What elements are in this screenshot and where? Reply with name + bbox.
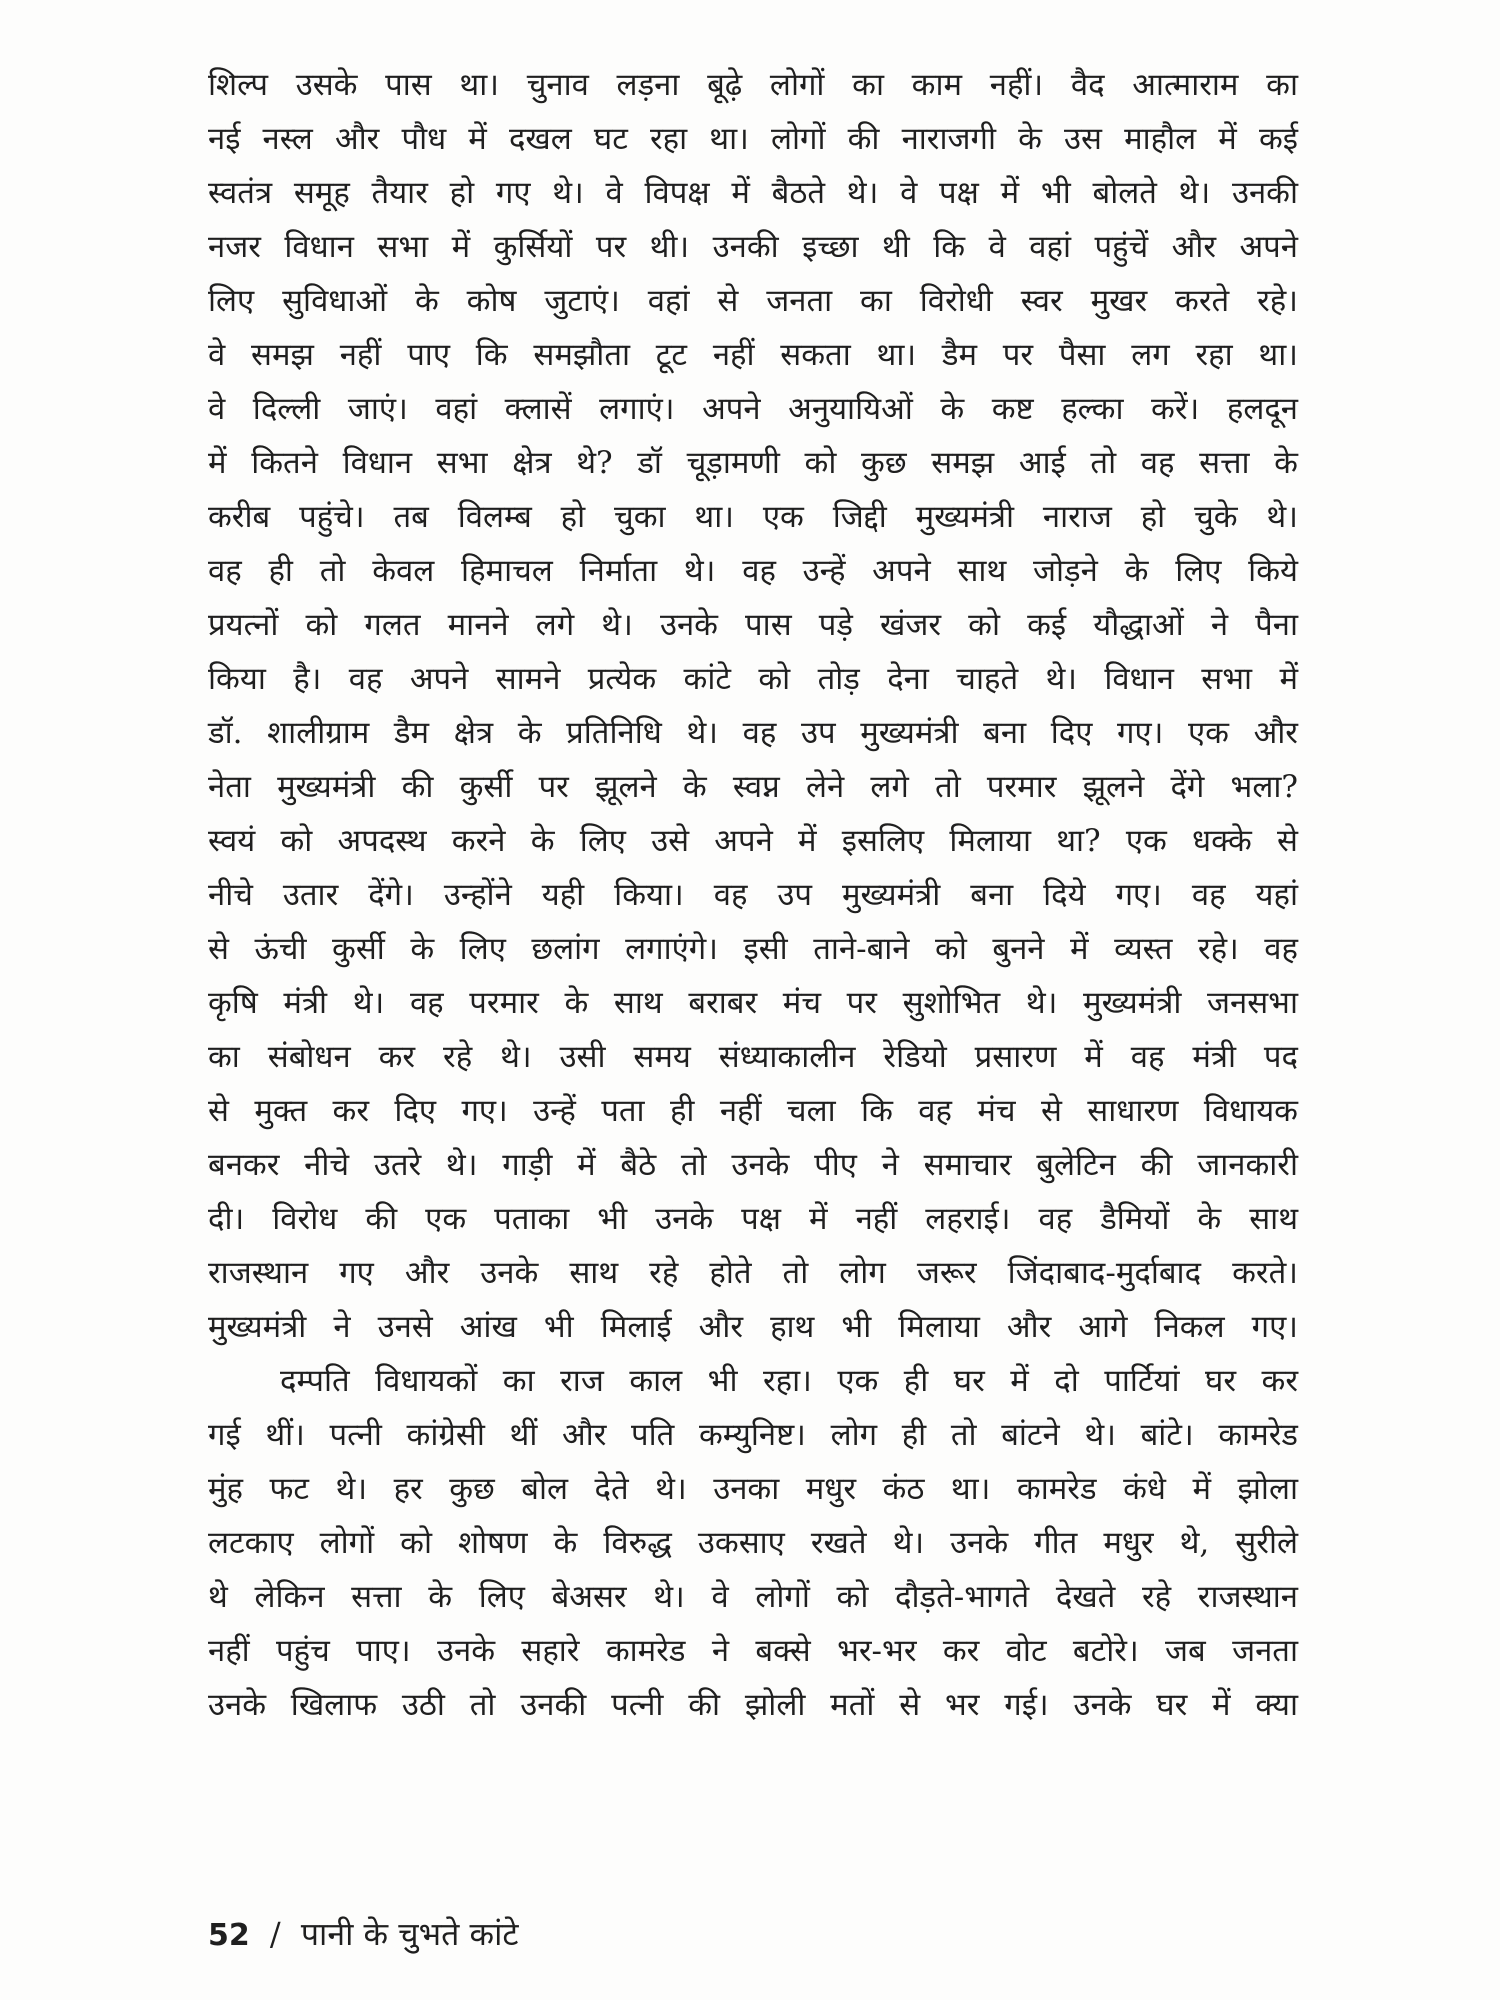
text-line: नेता मुख्यमंत्री की कुर्सी पर झूलने के स्वप्न लेने लगे तो परमार झूलने देंगे भला? bbox=[208, 769, 1298, 805]
text-line: नहीं पहुंच पाए। उनके सहारे कामरेड ने बक्से भर-भर कर वोट बटोरे। जब जनता bbox=[208, 1633, 1298, 1669]
text-line: नजर विधान सभा में कुर्सियों पर थी। उनकी इच्छा थी कि वे वहां पहुंचें और अपने bbox=[208, 229, 1298, 265]
text-line: स्वतंत्र समूह तैयार हो गए थे। वे विपक्ष में बैठते थे। वे पक्ष में भी बोलते थे। उनकी bbox=[208, 175, 1298, 211]
text-line: मुख्यमंत्री ने उनसे आंख भी मिलाई और हाथ भी मिलाया और आगे निकल गए। bbox=[208, 1309, 1298, 1345]
text-line: गई थीं। पत्नी कांग्रेसी थीं और पति कम्युनिष्ट। लोग ही तो बांटने थे। बांटे। कामरेड bbox=[208, 1417, 1298, 1453]
text-line: में कितने विधान सभा क्षेत्र थे? डॉ चूड़ामणी को कुछ समझ आई तो वह सत्ता के bbox=[208, 445, 1298, 481]
text-line: बनकर नीचे उतरे थे। गाड़ी में बैठे तो उनके पीए ने समाचार बुलेटिन की जानकारी bbox=[208, 1147, 1298, 1183]
footer-separator: / bbox=[269, 1915, 281, 1953]
text-line: मुंह फट थे। हर कुछ बोल देते थे। उनका मधुर कंठ था। कामरेड कंधे में झोला bbox=[208, 1471, 1298, 1507]
text-line: प्रयत्नों को गलत मानने लगे थे। उनके पास पड़े खंजर को कई यौद्धाओं ने पैना bbox=[208, 607, 1298, 643]
page-number: 52 bbox=[208, 1918, 250, 1953]
text-line: दी। विरोध की एक पताका भी उनके पक्ष में नहीं लहराई। वह डैमियों के साथ bbox=[208, 1201, 1298, 1237]
text-line: शिल्प उसके पास था। चुनाव लड़ना बूढ़े लोगों का काम नहीं। वैद आत्माराम का bbox=[208, 67, 1298, 103]
text-line: से ऊंची कुर्सी के लिए छलांग लगाएंगे। इसी ताने-बाने को बुनने में व्यस्त रहे। वह bbox=[208, 931, 1298, 967]
text-line: वह ही तो केवल हिमाचल निर्माता थे। वह उन्हें अपने साथ जोड़ने के लिए किये bbox=[208, 553, 1298, 589]
text-line: राजस्थान गए और उनके साथ रहे होते तो लोग जरूर जिंदाबाद-मुर्दाबाद करते। bbox=[208, 1255, 1298, 1291]
book-title: पानी के चुभते कांटे bbox=[300, 1915, 519, 1953]
text-line: किया है। वह अपने सामने प्रत्येक कांटे को तोड़ देना चाहते थे। विधान सभा में bbox=[208, 661, 1298, 697]
text-line: का संबोधन कर रहे थे। उसी समय संध्याकालीन रेडियो प्रसारण में वह मंत्री पद bbox=[208, 1039, 1298, 1075]
text-line: वे दिल्ली जाएं। वहां क्लासें लगाएं। अपने अनुयायिओं के कष्ट हल्का करें। हलदून bbox=[208, 391, 1298, 427]
paragraph-start-line: दम्पति विधायकों का राज काल भी रहा। एक ही घर में दो पार्टियां घर कर bbox=[280, 1363, 1298, 1399]
text-line: लटकाए लोगों को शोषण के विरुद्ध उकसाए रखते थे। उनके गीत मधुर थे, सुरीले bbox=[208, 1525, 1298, 1561]
body-text bbox=[208, 58, 1298, 1732]
text-line: नई नस्ल और पौध में दखल घट रहा था। लोगों की नाराजगी के उस माहौल में कई bbox=[208, 121, 1298, 157]
text-line: करीब पहुंचे। तब विलम्ब हो चुका था। एक जिद्दी मुख्यमंत्री नाराज हो चुके थे। bbox=[208, 499, 1298, 535]
text-line: स्वयं को अपदस्थ करने के लिए उसे अपने में इसलिए मिलाया था? एक धक्के से bbox=[208, 823, 1298, 859]
text-line: कृषि मंत्री थे। वह परमार के साथ बराबर मंच पर सुशोभित थे। मुख्यमंत्री जनसभा bbox=[208, 985, 1298, 1021]
text-line: से मुक्त कर दिए गए। उन्हें पता ही नहीं चला कि वह मंच से साधारण विधायक bbox=[208, 1093, 1298, 1129]
page-footer bbox=[208, 1912, 519, 1958]
text-line: वे समझ नहीं पाए कि समझौता टूट नहीं सकता था। डैम पर पैसा लग रहा था। bbox=[208, 337, 1298, 373]
text-line: उनके खिलाफ उठी तो उनकी पत्नी की झोली मतों से भर गई। उनके घर में क्या bbox=[208, 1687, 1298, 1723]
text-line: थे लेकिन सत्ता के लिए बेअसर थे। वे लोगों को दौड़ते-भागते देखते रहे राजस्थान bbox=[208, 1579, 1298, 1615]
text-line: डॉ. शालीग्राम डैम क्षेत्र के प्रतिनिधि थे। वह उप मुख्यमंत्री बना दिए गए। एक और bbox=[208, 715, 1298, 751]
text-line: नीचे उतार देंगे। उन्होंने यही किया। वह उप मुख्यमंत्री बना दिये गए। वह यहां bbox=[208, 877, 1298, 913]
text-line: लिए सुविधाओं के कोष जुटाएं। वहां से जनता का विरोधी स्वर मुखर करते रहे। bbox=[208, 283, 1298, 319]
